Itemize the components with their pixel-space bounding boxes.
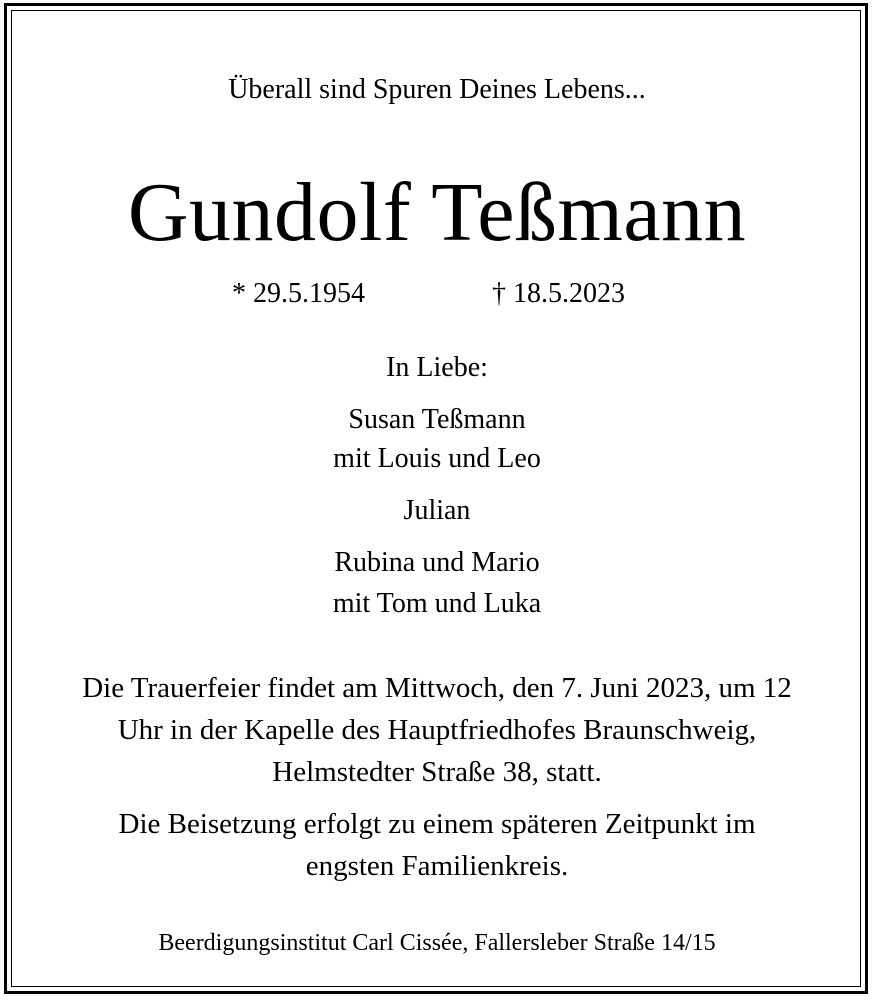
mourners-intro: In Liebe: xyxy=(386,352,488,383)
service-info-line: Uhr in der Kapelle des Hauptfriedhofes Braunschweig, xyxy=(117,714,757,746)
life-dates xyxy=(0,276,874,312)
service-info-line: Helmstedter Straße 38, statt. xyxy=(272,756,602,788)
death-date: † 18.5.2023 xyxy=(492,278,625,309)
mourner-line: mit Louis und Leo xyxy=(333,443,541,474)
mourner-line: Susan Teßmann xyxy=(348,404,526,435)
deceased-name: Gundolf Teßmann xyxy=(127,166,747,259)
mourner-line: Rubina und Mario xyxy=(334,547,540,578)
funeral-home: Beerdigungsinstitut Carl Cissée, Fallersleber Straße 14/15 xyxy=(158,930,716,956)
birth-date: * 29.5.1954 xyxy=(232,278,365,309)
burial-info-line: Die Beisetzung erfolgt zu einem späteren Zeitpunkt im xyxy=(118,808,756,840)
motto: Überall sind Spuren Deines Lebens... xyxy=(228,74,646,105)
burial-info-line: engsten Familienkreis. xyxy=(305,850,569,882)
mourner-line: Julian xyxy=(403,495,471,526)
service-info-line: Die Trauerfeier findet am Mittwoch, den 7. Juni 2023, um 12 xyxy=(82,672,792,704)
mourner-line: mit Tom und Luka xyxy=(332,588,542,619)
